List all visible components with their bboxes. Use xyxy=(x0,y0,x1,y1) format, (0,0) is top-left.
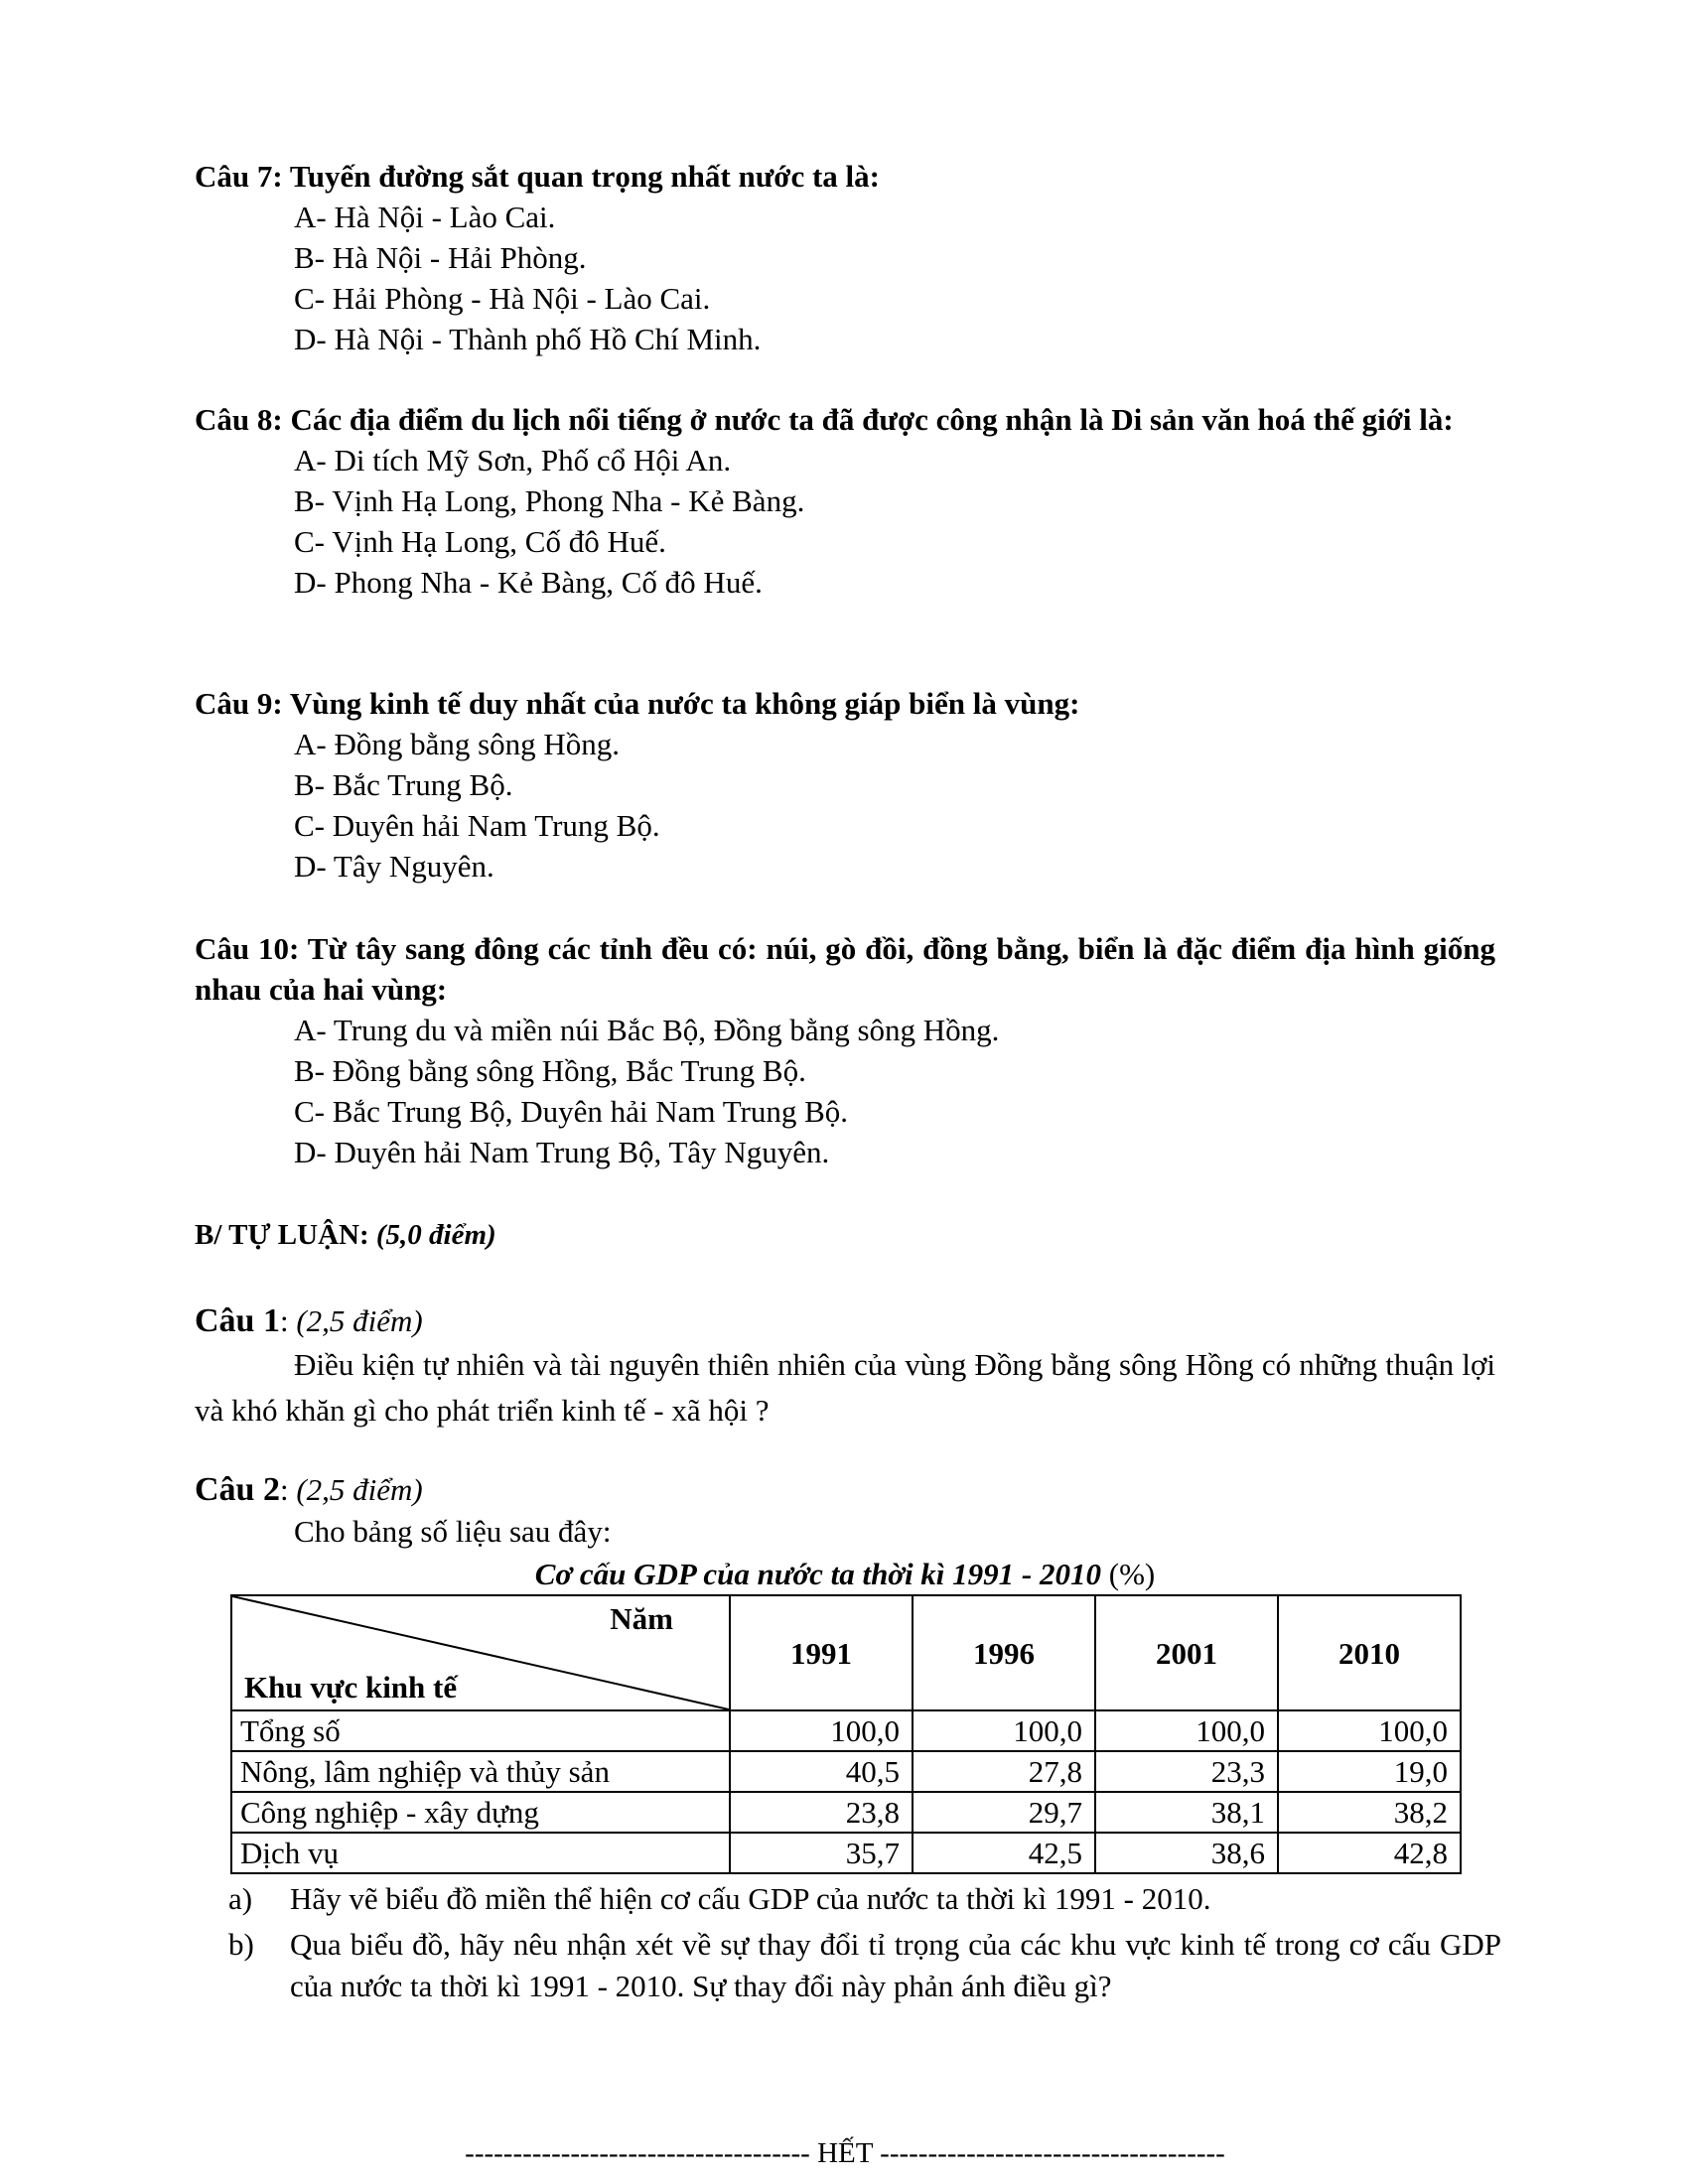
value-cell: 42,5 xyxy=(913,1833,1095,1873)
sector-header: Khu vực kinh tế xyxy=(244,1670,458,1705)
sub-question-a xyxy=(228,1878,1509,1920)
option: D- Duyên hải Nam Trung Bộ, Tây Nguyên. xyxy=(294,1135,830,1169)
sector-name: Nông, lâm nghiệp và thủy sản xyxy=(231,1751,730,1792)
value-cell: 38,1 xyxy=(1095,1792,1278,1833)
value-cell: 38,6 xyxy=(1095,1833,1278,1873)
question-stem: Câu 7: Tuyến đường sắt quan trọng nhất nước ta là: xyxy=(195,159,880,194)
option: C- Duyên hải Nam Trung Bộ. xyxy=(294,808,660,843)
value-cell: 100,0 xyxy=(1095,1710,1278,1751)
option: A- Di tích Mỹ Sơn, Phố cổ Hội An. xyxy=(294,443,732,478)
option: B- Vịnh Hạ Long, Phong Nha - Kẻ Bàng. xyxy=(294,483,805,518)
option: C- Hải Phòng - Hà Nội - Lào Cai. xyxy=(294,281,711,316)
corner-header-cell xyxy=(231,1595,730,1710)
question-10 xyxy=(195,928,1495,1172)
sub-text: Hãy vẽ biểu đồ miền thể hiện cơ cấu GDP của nước ta thời kì 1991 - 2010. xyxy=(290,1881,1211,1916)
question-7 xyxy=(195,156,1495,359)
sub-label: b) xyxy=(228,1927,254,1962)
essay-intro: Cho bảng số liệu sau đây: xyxy=(294,1514,612,1549)
essay-text: Điều kiện tự nhiên và tài nguyên thiên nhiên của vùng Đồng bằng sông Hồng có những thuận lợi và khó khăn gì cho phát triển kinh tế - xã hội ? xyxy=(195,1347,1495,1428)
value-cell: 40,5 xyxy=(730,1751,913,1792)
value-cell: 100,0 xyxy=(1278,1710,1461,1751)
sub-text: Qua biểu đồ, hãy nêu nhận xét về sự thay đổi tỉ trọng của các khu vực kinh tế trong cơ cấu GDP của nước ta thời kì 1991 - 2010. Sự thay đổi này phản ánh điều gì? xyxy=(290,1927,1501,2003)
value-cell: 38,2 xyxy=(1278,1792,1461,1833)
option: A- Trung du và miền núi Bắc Bộ, Đồng bằng sông Hồng. xyxy=(294,1013,1000,1047)
year-cell: 1996 xyxy=(913,1595,1095,1710)
value-cell: 100,0 xyxy=(913,1710,1095,1751)
option: B- Đồng bằng sông Hồng, Bắc Trung Bộ. xyxy=(294,1053,806,1088)
value-cell: 35,7 xyxy=(730,1833,913,1873)
option: D- Tây Nguyên. xyxy=(294,849,494,884)
value-cell: 23,8 xyxy=(730,1792,913,1833)
year-header: Năm xyxy=(610,1601,673,1636)
end-marker: ------------------------------------ HẾT ------------------------------------ xyxy=(465,2137,1225,2169)
table-row xyxy=(231,1792,1461,1833)
question-stem: Câu 9: Vùng kinh tế duy nhất của nước ta không giáp biển là vùng: xyxy=(195,686,1080,721)
value-cell: 29,7 xyxy=(913,1792,1095,1833)
section-heading: B/ TỰ LUẬN: (5,0 điểm) xyxy=(195,1219,496,1251)
sector-name: Công nghiệp - xây dựng xyxy=(231,1792,730,1833)
sub-label: a) xyxy=(228,1881,253,1916)
option: A- Đồng bằng sông Hồng. xyxy=(294,727,621,761)
year-cell: 1991 xyxy=(730,1595,913,1710)
essay-heading: Câu 2: (2,5 điểm) xyxy=(195,1471,423,1508)
option: C- Vịnh Hạ Long, Cố đô Huế. xyxy=(294,524,666,559)
option: B- Bắc Trung Bộ. xyxy=(294,767,513,802)
option: D- Hà Nội - Thành phố Hồ Chí Minh. xyxy=(294,322,762,356)
sub-question-b xyxy=(228,1924,1509,2007)
value-cell: 19,0 xyxy=(1278,1751,1461,1792)
essay-question-2 xyxy=(195,1469,1495,1553)
value-cell: 23,3 xyxy=(1095,1751,1278,1792)
table-row xyxy=(231,1751,1461,1792)
value-cell: 27,8 xyxy=(913,1751,1095,1792)
gdp-table xyxy=(230,1594,1462,1874)
table-row xyxy=(231,1710,1461,1751)
essay-question-1 xyxy=(195,1300,1495,1433)
option: C- Bắc Trung Bộ, Duyên hải Nam Trung Bộ. xyxy=(294,1094,849,1129)
table-row xyxy=(231,1833,1461,1873)
question-8 xyxy=(195,399,1495,603)
question-stem: Câu 10: Từ tây sang đông các tỉnh đều có: núi, gò đồi, đồng bằng, biển là đặc điểm địa hình giống nhau của hai vùng: xyxy=(195,931,1495,1007)
value-cell: 42,8 xyxy=(1278,1833,1461,1873)
sector-name: Tổng số xyxy=(231,1710,730,1751)
year-cell: 2001 xyxy=(1095,1595,1278,1710)
option: A- Hà Nội - Lào Cai. xyxy=(294,200,556,234)
table-caption: Cơ cấu GDP của nước ta thời kì 1991 - 2010 (%) xyxy=(534,1557,1156,1591)
sector-name: Dịch vụ xyxy=(231,1833,730,1873)
question-stem: Câu 8: Các địa điểm du lịch nổi tiếng ở nước ta đã được công nhận là Di sản văn hoá thế giới là: xyxy=(195,402,1454,437)
question-9 xyxy=(195,683,1495,887)
table-header-row xyxy=(231,1595,1461,1710)
value-cell: 100,0 xyxy=(730,1710,913,1751)
essay-heading: Câu 1: (2,5 điểm) xyxy=(195,1302,423,1339)
option: D- Phong Nha - Kẻ Bàng, Cố đô Huế. xyxy=(294,565,763,600)
option: B- Hà Nội - Hải Phòng. xyxy=(294,240,587,275)
year-cell: 2010 xyxy=(1278,1595,1461,1710)
